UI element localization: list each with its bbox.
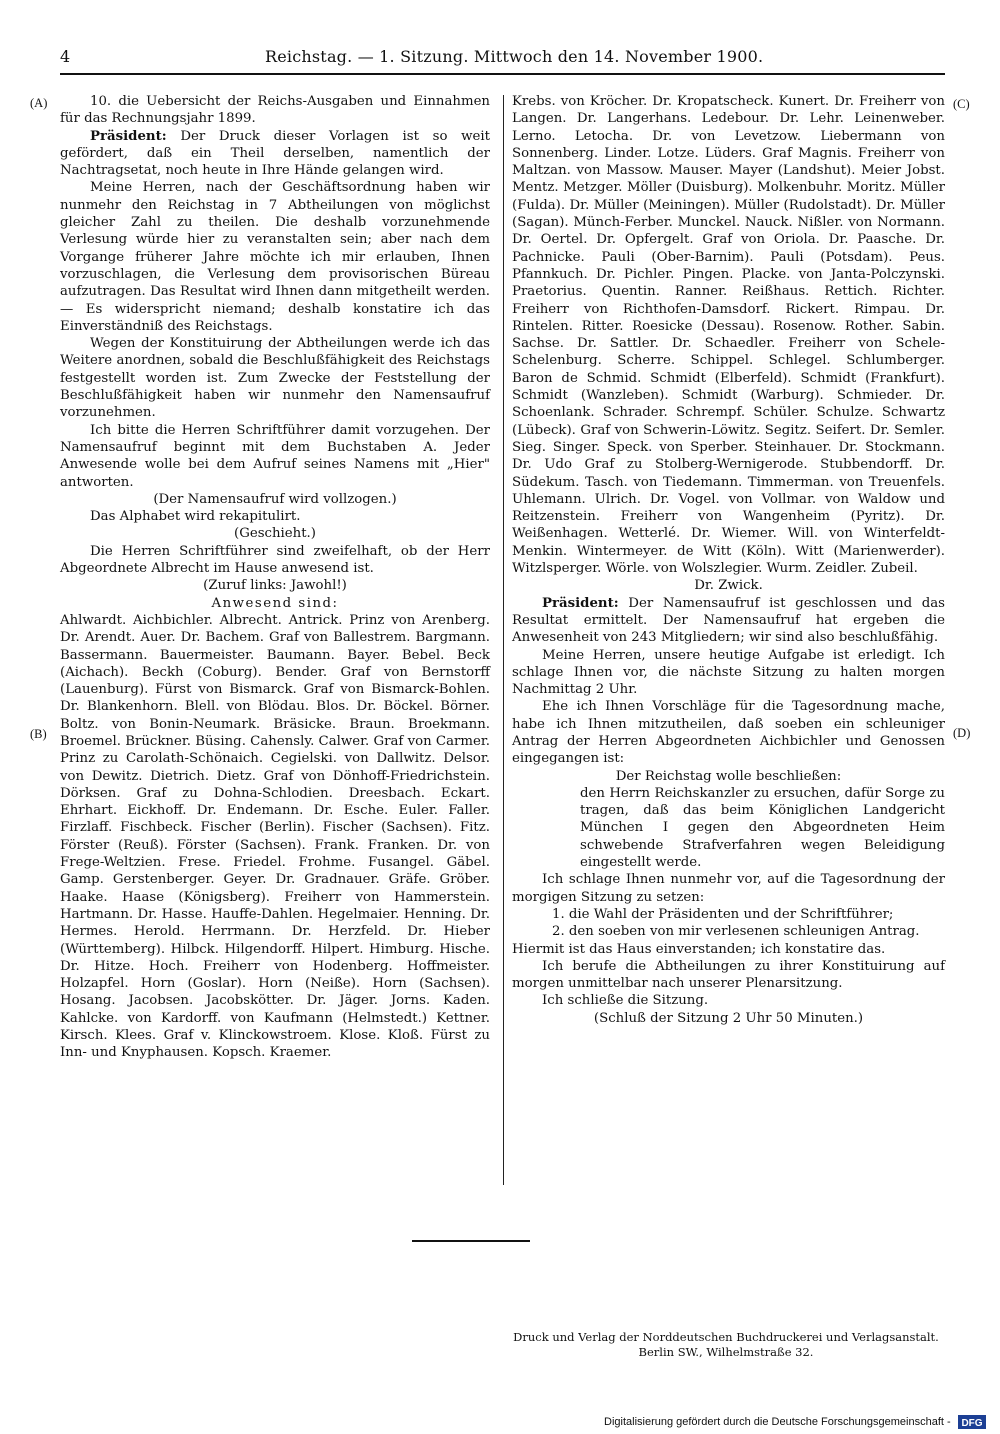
member-list-part-1: Ahlwardt. Aichbichler. Albrecht. Antrick. Prinz von Arenberg. Dr. Arendt. Auer. Dr. Bachem. Graf von Ballestrem. Bargmann. Bassermann. Bauermeister. Baumann. Bayer. Bebel. Beck (Aichach). Beckh (Coburg). Bender. Graf von Bernstorff (Lauenburg). Fürst von Bismarck. Graf von Bismarck-Bohlen. Dr. Blankenhorn. Blell. von Blödau. Blos. Dr. Böckel. Börner. Boltz. von Bonin-Neumark. Bräsicke. Braun. Broekmann. Broemel. Brückner. Büsing. Cahensly. Calwer. Graf von Carmer. Prinz zu Carolath-Schönaich. Cegielski. von Dallwitz. Delsor. von Dewitz. Dietrich. Dietz. Graf von Dönhoff-Friedrichstein. Dörksen. Graf zu Dohna-Schlodien. Dreesbach. Eckart. Ehrhart. Eickhoff. Dr. Endemann. Dr. Esche. Euler. Faller. Firzlaff. Fischbeck. Fischer (Berlin). Fischer (Sachsen). Fitz. Förster (Reuß). Förster (Sachsen). Frank. Franken. Dr. von Frege-Weltzien. Frese. Friedel. Frohme. Fusangel. Gäbel. Gamp. Gerstenberger. Geyer. Dr. Gradnauer. Gräfe. Gröber. Haake. Haase (Königsberg). Freiherr von Hammerstein. Hartmann. Dr. Hasse. Hauffe-Dahlen. Hegelmaier. Henning. Dr. Hermes. Herold. Herrmann. Dr. Herzfeld. Dr. Hieber (Württemberg). Hilbck. Hilgendorff. Hilpert. Himburg. Hische. Dr. Hitze. Hoch. Freiherr von Hodenberg. Hoffmeister. Holzapfel. Horn (Goslar). Horn (Neiße). Horn (Sachsen). Hosang. Jacobsen. Jacobskötter. Dr. Jäger. Jorns. Kaden. Kahlcke. von Kardorff. von Kaufmann (Helmstedt.) Kettner. Kirsch. Klees. Graf v. Klinckowstroem. Klose. Kloß. Fürst zu Inn- und Knyphausen. Kopsch. Kraemer. xyxy=(60,612,490,1061)
imprint-line-1: Druck und Verlag der Norddeutschen Buchdruckerei und Verlagsanstalt. xyxy=(513,1330,939,1344)
margin-mark-c: (C) xyxy=(953,97,970,111)
agenda-point-2: 2. den soeben von mir verlesenen schleunigen Antrag. xyxy=(552,924,920,940)
member-list-part-2: Krebs. von Kröcher. Dr. Kropatscheck. Kunert. Dr. Freiherr von Langen. Dr. Langerhans. Ledebour. Dr. Lehr. Leinenweber. Lerno. Letocha. Dr. von Levetzow. Liebermann von Sonnenberg. Linder. Lotze. Lüders. Graf Magnis. Freiherr von Maltzan. von Massow. Mauser. Mayer (Landshut). Meier Jobst. Mentz. Metzger. Möller (Duisburg). Molkenbuhr. Moritz. Müller (Fulda). Dr. Müller (Meiningen). Müller (Rudolstadt). Dr. Müller (Sagan). Münch-Ferber. Munckel. Nauck. Nißler. von Normann. Dr. Oertel. Dr. Opfergelt. Graf von Oriola. Dr. Paasche. Dr. Pachnicke. Pauli (Ober-Barnim). Pauli (Potsdam). Peus. Pfannkuch. Dr. Pichler. Pingen. Placke. von Janta-Polczynski. Praetorius. Quentin. Ranner. Reißhaus. Rettich. Richter. Freiherr von Richthofen-Damsdorf. Rickert. Rimpau. Dr. Rintelen. Ritter. Roesicke (Dessau). Rosenow. Rother. Sabin. Sachse. Dr. Sattler. Dr. Schaedler. Freiherr von Schele-Schelenburg. Scherre. Schippel. Schlegel. Schlumberger. Baron de Schmid. Schmidt (Elberfeld). Schmidt (Frankfurt). Schmidt (Wanzleben). Schmidt (Warburg). Schmieder. Dr. Schoenlank. Schrader. Schrempf. Schüler. Schulze. Schwartz (Lübeck). Graf von Schwerin-Löwitz. Segitz. Seifert. Dr. Semler. Sieg. Singer. Speck. von Sperber. Steinhauer. Dr. Stockmann. Dr. Udo Graf zu Stolberg-Wernigerode. Stubbendorff. Dr. Südekum. Tasch. von Tiedemann. Timmerman. von Treuenfels. Uhlemann. Ulrich. Dr. Vogel. von Vollmar. von Waldow und Reitzenstein. Freiherr von Wangenheim (Pyritz). Dr. Weißenhagen. Wetterlé. Dr. Wiemer. Will. von Winterfeldt-Menkin. Wintermeyer. de Witt (Köln). Witt (Marienwerder). Witzlsperger. Wörle. von Wolszlegier. Wurm. Zeidler. Zubeil. xyxy=(512,94,945,577)
agenda-item-10: 10. die Uebersicht der Reichs-Ausgaben und Einnahmen für das Rechnungsjahr 1899. xyxy=(60,94,490,127)
left-column xyxy=(60,93,490,1062)
dfg-logo-icon xyxy=(958,1415,986,1429)
paragraph-aufgabe: Meine Herren, unsere heutige Aufgabe ist erledigt. Ich schlage Ihnen vor, die nächste Sitzung zu halten morgen Nachmittag 2 Uhr. xyxy=(512,647,945,698)
page-header xyxy=(60,47,942,69)
paragraph-tagesordnung: Ehe ich Ihnen Vorschläge für die Tagesordnung mache, habe ich Ihnen mitzutheilen, daß soeben ein schleuniger Antrag der Herren Abgeordneten Aichbichler und Genossen eingegangen ist: xyxy=(512,699,945,767)
paragraph-berufe: Ich berufe die Abtheilungen zu ihrer Konstituirung auf morgen unmittelbar nach unserer Plenarsitzung. xyxy=(512,958,945,992)
column-divider xyxy=(503,95,504,1185)
stage-direction-2: (Geschieht.) xyxy=(234,526,316,542)
footer-text: Digitalisierung gefördert durch die Deutsche Forschungsgemeinschaft - xyxy=(604,1416,951,1428)
motion-text: den Herrn Reichskanzler zu ersuchen, dafür Sorge zu tragen, daß das beim Königlichen Landgericht München I gegen den Abgeordneten Heim schwebende Strafverfahren wegen Beleidigung eingestellt werde. xyxy=(580,785,945,871)
speaker-label: Präsident: xyxy=(90,128,167,144)
stage-direction-3: (Zuruf links: Jawohl!) xyxy=(203,578,347,594)
motion-title: Der Reichstag wolle beschließen: xyxy=(615,768,842,784)
paragraph-vorschlag: Ich schlage Ihnen nunmehr vor, auf die Tagesordnung der morgigen Sitzung zu setzen: xyxy=(512,872,945,905)
imprint xyxy=(508,1330,944,1360)
running-head: Reichstag. — 1. Sitzung. Mittwoch den 14. November 1900. xyxy=(265,47,764,66)
right-column xyxy=(512,93,945,1027)
speech-text: Der Namensaufruf ist geschlossen und das Resultat ermittelt. Der Namensaufruf hat ergeben die Anwesenheit von 243 Mitgliedern; wir sind also beschlußfähig. xyxy=(512,595,945,646)
margin-mark-b: (B) xyxy=(30,727,47,741)
speech-text: Der Druck dieser Vorlagen ist so weit gefördert, daß ein Theil derselben, namentlich der Nachtragsetat, noch heute in Ihre Hände gelangen wird. xyxy=(60,128,490,179)
president-statement-2 xyxy=(512,595,945,647)
digitization-footer xyxy=(604,1415,996,1433)
paragraph-zweifelhaft: Die Herren Schriftführer sind zweifelhaft, ob der Herr Abgeordnete Albrecht im Hause anwesend ist. xyxy=(60,543,490,577)
speaker-label: Präsident: xyxy=(542,595,619,611)
header-rule xyxy=(60,73,945,75)
imprint-line-2: Berlin SW., Wilhelmstraße 32. xyxy=(638,1345,814,1359)
paragraph-geschaeftsordnung: Meine Herren, nach der Geschäftsordnung haben wir nunmehr den Reichstag in 7 Abtheilungen von möglichst gleicher Zahl zu theilen. Die deshalb vorzunehmende Verlesung würde hier zu veranstalten sein; aber nach dem Vorgange früherer Jahre möchte ich mir erlauben, Ihnen vorzuschlagen, die Verlesung dem provisorischen Büreau aufzutragen. Das Resultat wird Ihnen dann mitgetheilt werden. — Es widerspricht niemand; deshalb konstatire ich das Einverständniß des Reichstags. xyxy=(60,180,490,334)
paragraph-konstituirung: Wegen der Konstituirung der Abtheilungen werde ich das Weitere anordnen, sobald die Beschlußfähigkeit des Reichstags festgestellt worden ist. Zum Zwecke der Feststellung der Beschlußfähigkeit haben wir nunmehr den Namensaufruf vorzunehmen. xyxy=(60,336,490,421)
agenda-point-1: 1. die Wahl der Präsidenten und der Schriftführer; xyxy=(552,906,894,922)
present-heading: Anwesend sind: xyxy=(211,595,339,611)
margin-mark-a: (A) xyxy=(30,96,48,110)
stage-direction-1: (Der Namensaufruf wird vollzogen.) xyxy=(153,491,397,507)
closing-note: (Schluß der Sitzung 2 Uhr 50 Minuten.) xyxy=(593,1010,864,1026)
end-rule xyxy=(412,1240,530,1242)
dfg-logo-text: DFG xyxy=(961,1418,983,1430)
paragraph-schliesse: Ich schließe die Sitzung. xyxy=(542,993,709,1009)
member-list-last: Dr. Zwick. xyxy=(694,578,763,594)
paragraph-schriftfuehrer: Ich bitte die Herren Schriftführer damit vorzugehen. Der Namensaufruf beginnt mit dem Buchstaben A. Jeder Anwesende wolle bei dem Aufruf seines Namens mit „Hier" antworten. xyxy=(60,422,490,490)
paragraph-einverstanden: Hiermit ist das Haus einverstanden; ich konstatire das. xyxy=(512,941,886,957)
paragraph-alphabet: Das Alphabet wird rekapitulirt. xyxy=(90,509,301,525)
margin-mark-d: (D) xyxy=(953,726,971,740)
page-number: 4 xyxy=(60,47,71,66)
president-statement-1 xyxy=(60,128,490,180)
